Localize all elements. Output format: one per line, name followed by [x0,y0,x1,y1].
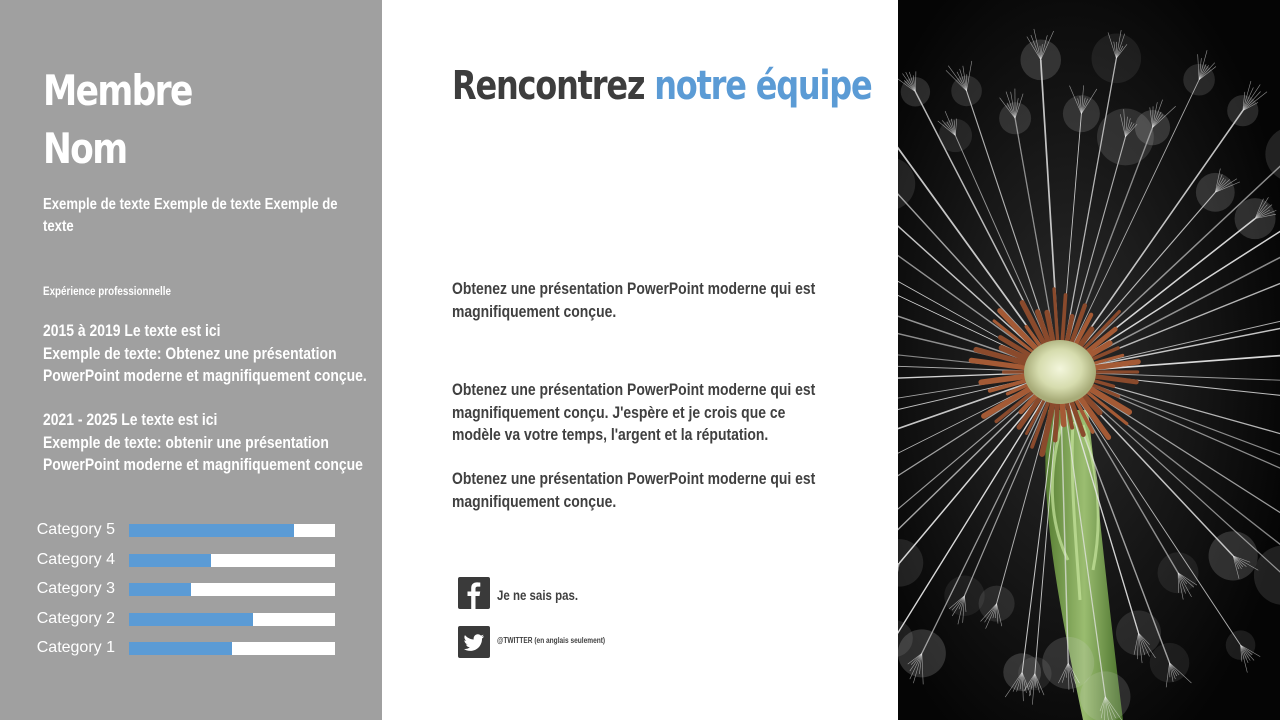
member-name [43,62,192,178]
chart-bar [129,583,191,596]
seed-head-center [1024,340,1096,404]
title-part1: Rencontrez [452,63,655,109]
facebook-icon[interactable] [458,577,490,609]
chart-bar-track [129,613,335,626]
body-p2-line2: magnifiquement conçu. J'espère et je crois que ce [452,402,786,422]
experience-entry-2-line1: 2021 - 2025 Le texte est ici [43,410,218,429]
body-p3-line1: Obtenez une présentation PowerPoint moderne qui est [452,469,816,488]
chart-category-label: Category 5 [36,521,115,538]
body-p2-line3: modèle va votre temps, l'argent et la réputation. [452,425,769,444]
left-panel [0,0,382,720]
chart-bar-track [129,524,335,537]
body-p1-line1: Obtenez une présentation PowerPoint moderne qui est [452,279,816,298]
intro-line2: texte [43,218,74,235]
chart-bar-track [129,642,335,655]
experience-entry-1 [43,320,367,388]
chart-category-label: Category 4 [36,551,115,568]
chart-row [0,609,382,629]
page-title [452,60,871,112]
twitter-text[interactable]: @TWITTER (en anglais seulement) [497,636,606,645]
chart-bar [129,524,294,537]
intro-line1: Exemple de texte Exemple de texte Exemple de [43,196,338,213]
facebook-icon-glyph [458,577,490,609]
body-p1-line2: magnifiquement conçue. [452,301,617,321]
chart-bar-track [129,583,335,596]
member-name-line2: Nom [43,124,127,173]
twitter-icon-glyph [458,626,490,658]
experience-entry-2-line3: PowerPoint moderne et magnifiquement conçue [43,455,363,474]
chart-category-label: Category 3 [36,580,115,597]
body-p2-line1: Obtenez une présentation PowerPoint moderne qui est [452,380,816,399]
experience-entry-2-line2: Exemple de texte: obtenir une présentation [43,432,329,452]
chart-bar-track [129,554,335,567]
body-paragraph-1 [452,278,815,323]
body-paragraph-2 [452,379,815,447]
experience-heading: Expérience professionnelle [43,284,171,298]
body-paragraph-3 [452,468,815,513]
title-accent: notre équipe [654,63,872,109]
twitter-icon[interactable] [458,626,490,658]
chart-category-label: Category 2 [36,610,115,627]
experience-entry-1-line1: 2015 à 2019 Le texte est ici [43,321,221,340]
body-p3-line2: magnifiquement conçue. [452,491,617,511]
chart-bar [129,642,232,655]
experience-entry-1-line3: PowerPoint moderne et magnifiquement conçue. [43,366,367,385]
dandelion-photo [898,0,1280,720]
intro-text [43,194,338,238]
member-name-line1: Membre [43,66,192,115]
chart-row [0,550,382,570]
skills-bar-chart [0,515,382,665]
chart-row [0,638,382,658]
experience-entry-2 [43,409,363,477]
chart-row [0,579,382,599]
chart-bar [129,613,253,626]
experience-entry-1-line2: Exemple de texte: Obtenez une présentation [43,343,337,363]
chart-row [0,520,382,540]
chart-category-label: Category 1 [36,639,115,656]
dandelion-image [898,0,1280,720]
facebook-text[interactable]: Je ne sais pas. [497,587,579,603]
chart-bar [129,554,211,567]
